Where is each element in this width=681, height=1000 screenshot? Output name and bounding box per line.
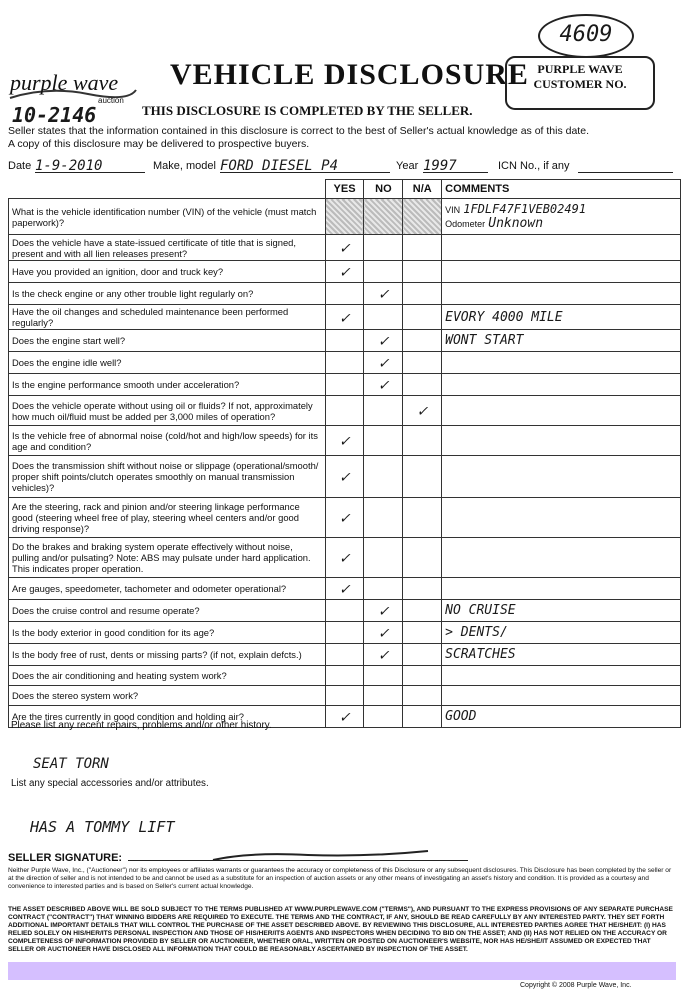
comment-cell[interactable] xyxy=(442,261,681,283)
no-checkbox-cell[interactable] xyxy=(364,622,403,644)
customer-box-label: PURPLE WAVE CUSTOMER NO. xyxy=(533,62,627,91)
question-text: Is the check engine or any other trouble light regularly on? xyxy=(9,283,326,305)
na-checkbox-cell[interactable] xyxy=(403,600,442,622)
na-checkbox-cell[interactable] xyxy=(403,622,442,644)
question-text: Does the engine start well? xyxy=(9,330,326,352)
no-checkbox-cell[interactable] xyxy=(364,374,403,396)
no-checkbox-cell[interactable] xyxy=(364,199,403,235)
no-checkbox-cell[interactable] xyxy=(364,330,403,352)
comment-cell[interactable] xyxy=(442,600,681,622)
yes-checkbox-cell[interactable] xyxy=(325,498,364,538)
table-row xyxy=(9,305,681,330)
yes-checkbox-cell[interactable] xyxy=(325,235,364,261)
na-header: N/A xyxy=(403,180,442,199)
logo-text: purple wave xyxy=(10,70,119,95)
table-row xyxy=(9,498,681,538)
yes-checkbox-cell[interactable] xyxy=(325,426,364,456)
yes-checkbox-cell[interactable] xyxy=(325,374,364,396)
check-mark-icon: ✓ xyxy=(339,467,350,486)
na-checkbox-cell[interactable] xyxy=(403,330,442,352)
na-checkbox-cell[interactable] xyxy=(403,538,442,578)
comments-header: COMMENTS xyxy=(442,180,681,199)
question-text: Does the engine idle well? xyxy=(9,352,326,374)
check-mark-icon: ✓ xyxy=(339,307,350,327)
table-row xyxy=(9,374,681,396)
signature-scribble-icon xyxy=(128,848,468,862)
check-mark-icon: ✓ xyxy=(339,579,350,598)
table-row xyxy=(9,330,681,352)
purple-wave-logo xyxy=(8,68,138,108)
check-mark-icon: ✓ xyxy=(339,262,350,281)
na-checkbox-cell[interactable] xyxy=(403,305,442,330)
comment-cell[interactable] xyxy=(442,305,681,330)
no-checkbox-cell[interactable] xyxy=(364,686,403,706)
vehicle-fields-line xyxy=(8,158,678,176)
comment-cell[interactable] xyxy=(442,396,681,426)
handwritten-lot-number: 10-2146 xyxy=(12,103,97,127)
na-checkbox-cell[interactable] xyxy=(403,666,442,686)
no-checkbox-cell[interactable] xyxy=(364,235,403,261)
comment-cell[interactable] xyxy=(442,199,681,235)
vin-label: VIN xyxy=(445,205,461,215)
na-checkbox-cell[interactable] xyxy=(403,578,442,600)
no-checkbox-cell[interactable] xyxy=(364,283,403,305)
table-row xyxy=(9,622,681,644)
check-mark-icon: ✓ xyxy=(378,353,389,372)
accessories-value[interactable]: HAS A TOMMY LIFT xyxy=(30,818,175,836)
comment-cell[interactable] xyxy=(442,352,681,374)
no-header: NO xyxy=(364,180,403,199)
date-field[interactable] xyxy=(35,158,145,173)
question-text: Does the transmission shift without noise or slippage (operational/smooth/ proper shift points/clutch operates smoothly on manual transmission vehicles)? xyxy=(9,456,326,498)
question-text: Are gauges, speedometer, tachometer and odometer operational? xyxy=(9,578,326,600)
intro-text xyxy=(8,125,676,151)
table-row xyxy=(9,666,681,686)
signature-section xyxy=(8,848,678,866)
check-mark-icon: ✓ xyxy=(339,238,350,257)
table-row xyxy=(9,283,681,305)
intro-line-2: A copy of this disclosure may be delivered to prospective buyers. xyxy=(8,138,310,150)
year-value: 1997 xyxy=(423,158,457,174)
na-checkbox-cell[interactable] xyxy=(403,374,442,396)
na-checkbox-cell[interactable] xyxy=(403,686,442,706)
customer-number-box[interactable] xyxy=(505,56,655,110)
table-row xyxy=(9,352,681,374)
yes-header: YES xyxy=(325,180,364,199)
make-value: FORD DIESEL P4 xyxy=(220,158,339,174)
table-row xyxy=(9,456,681,498)
no-checkbox-cell[interactable] xyxy=(364,666,403,686)
check-mark-icon: ✓ xyxy=(378,331,389,350)
icn-field[interactable] xyxy=(578,158,673,173)
check-mark-icon: ✓ xyxy=(339,431,350,450)
question-text: Does the vehicle have a state-issued certificate of title that is signed, present and with all lien releases present? xyxy=(9,235,326,261)
check-mark-icon: ✓ xyxy=(378,623,389,642)
na-checkbox-cell[interactable] xyxy=(403,283,442,305)
vin-line xyxy=(445,202,677,216)
check-mark-icon: ✓ xyxy=(378,645,389,664)
question-text: Is the body exterior in good condition for its age? xyxy=(9,622,326,644)
yes-checkbox-cell[interactable] xyxy=(325,538,364,578)
copyright: Copyright © 2008 Purple Wave, Inc. xyxy=(520,982,632,989)
comment-cell[interactable] xyxy=(442,686,681,706)
question-text: Are the tires currently in good condition and holding air? xyxy=(9,706,326,728)
na-checkbox-cell[interactable] xyxy=(403,199,442,235)
comment-cell[interactable] xyxy=(442,498,681,538)
yes-checkbox-cell[interactable] xyxy=(325,644,364,666)
table-row xyxy=(9,235,681,261)
question-text: Does the cruise control and resume operate? xyxy=(9,600,326,622)
vin-value: 1FDLF47F1VEB02491 xyxy=(463,202,587,216)
question-text: Have you provided an ignition, door and truck key? xyxy=(9,261,326,283)
page-subtitle: THIS DISCLOSURE IS COMPLETED BY THE SELLER. xyxy=(142,103,473,118)
odometer-label: Odometer xyxy=(445,219,486,229)
na-checkbox-cell[interactable] xyxy=(403,644,442,666)
no-checkbox-cell[interactable] xyxy=(364,305,403,330)
check-mark-icon: ✓ xyxy=(378,284,389,303)
comment-cell[interactable] xyxy=(442,374,681,396)
yes-checkbox-cell[interactable] xyxy=(325,261,364,283)
make-label: Make, model xyxy=(153,160,216,172)
signature-label: SELLER SIGNATURE: xyxy=(8,852,123,864)
question-text: What is the vehicle identification number (VIN) of the vehicle (must match paperwork)? xyxy=(9,199,326,235)
page-title: VEHICLE DISCLOSURE xyxy=(170,58,529,91)
comment-cell[interactable] xyxy=(442,235,681,261)
no-checkbox-cell[interactable] xyxy=(364,261,403,283)
check-mark-icon: ✓ xyxy=(339,707,350,726)
table-row xyxy=(9,600,681,622)
question-text: Is the engine performance smooth under acceleration? xyxy=(9,374,326,396)
no-checkbox-cell[interactable] xyxy=(364,498,403,538)
no-checkbox-cell[interactable] xyxy=(364,352,403,374)
make-field[interactable] xyxy=(220,158,390,173)
repairs-section xyxy=(8,720,676,782)
yes-checkbox-cell[interactable] xyxy=(325,600,364,622)
table-row xyxy=(9,426,681,456)
na-checkbox-cell[interactable] xyxy=(403,498,442,538)
odometer-line xyxy=(445,216,677,231)
repairs-value[interactable]: SEAT TORN xyxy=(33,756,109,772)
question-text: Does the vehicle operate without using oil or fluids? If not, approximately how much oil/fluid must be added per 3,000 miles of operation? xyxy=(9,396,326,426)
question-text: Do the brakes and braking system operate effectively without noise, pulling and/or pulsating? Note: ABS may pulsate under hard application. This indicates proper operation. xyxy=(9,538,326,578)
check-mark-icon: ✓ xyxy=(339,548,350,567)
yes-checkbox-cell[interactable] xyxy=(325,396,364,426)
comment-cell[interactable] xyxy=(442,538,681,578)
accessories-section xyxy=(8,778,676,840)
yes-checkbox-cell[interactable] xyxy=(325,456,364,498)
disclosure-table xyxy=(8,179,681,728)
date-value: 1-9-2010 xyxy=(35,158,103,174)
comment-text: GOOD xyxy=(445,709,477,724)
check-mark-icon: ✓ xyxy=(378,375,389,394)
table-row xyxy=(9,261,681,283)
table-header-row xyxy=(9,180,681,199)
na-checkbox-cell[interactable] xyxy=(403,426,442,456)
no-checkbox-cell[interactable] xyxy=(364,456,403,498)
comment-cell[interactable] xyxy=(442,426,681,456)
comment-cell[interactable] xyxy=(442,666,681,686)
comment-text: SCRATCHES xyxy=(445,647,516,662)
icn-label: ICN No., if any xyxy=(498,160,570,172)
year-field[interactable] xyxy=(423,158,488,173)
yes-checkbox-cell[interactable] xyxy=(325,666,364,686)
comment-cell[interactable] xyxy=(442,283,681,305)
na-checkbox-cell[interactable] xyxy=(403,235,442,261)
yes-checkbox-cell[interactable] xyxy=(325,578,364,600)
comment-text: > DENTS/ xyxy=(445,625,508,640)
question-text: Have the oil changes and scheduled maintenance been performed regularly? xyxy=(9,305,326,330)
yes-checkbox-cell[interactable] xyxy=(325,352,364,374)
yes-checkbox-cell[interactable] xyxy=(325,199,364,235)
check-mark-icon: ✓ xyxy=(417,401,428,420)
na-checkbox-cell[interactable] xyxy=(403,396,442,426)
repairs-label: Please list any recent repairs, problems and/or other history. xyxy=(11,720,272,731)
yes-checkbox-cell[interactable] xyxy=(325,283,364,305)
na-checkbox-cell[interactable] xyxy=(403,261,442,283)
comment-text: NO CRUISE xyxy=(445,603,516,618)
comment-cell[interactable] xyxy=(442,330,681,352)
date-label: Date xyxy=(8,160,32,172)
intro-line-1: Seller states that the information contained in this disclosure is correct to the best of Seller's actual knowledge as of this date. xyxy=(8,125,589,137)
comment-text: EVORY 4000 MILE xyxy=(445,309,563,325)
odometer-value: Unknown xyxy=(488,216,544,231)
yes-checkbox-cell[interactable] xyxy=(325,686,364,706)
question-text: Does the air conditioning and heating system work? xyxy=(9,666,326,686)
comment-cell[interactable] xyxy=(442,578,681,600)
comment-cell[interactable] xyxy=(442,456,681,498)
yes-checkbox-cell[interactable] xyxy=(325,305,364,330)
no-checkbox-cell[interactable] xyxy=(364,538,403,578)
comment-cell[interactable] xyxy=(442,644,681,666)
yes-checkbox-cell[interactable] xyxy=(325,622,364,644)
no-checkbox-cell[interactable] xyxy=(364,644,403,666)
check-mark-icon: ✓ xyxy=(378,601,389,620)
table-row xyxy=(9,644,681,666)
no-checkbox-cell[interactable] xyxy=(364,578,403,600)
comment-text: WONT START xyxy=(445,333,524,348)
check-mark-icon: ✓ xyxy=(339,508,350,527)
no-checkbox-cell[interactable] xyxy=(364,396,403,426)
signature-field[interactable] xyxy=(128,860,468,861)
question-text: Is the vehicle free of abnormal noise (cold/hot and high/low speeds) for its age and condition? xyxy=(9,426,326,456)
question-text: Is the body free of rust, dents or missing parts? (if not, explain defcts.) xyxy=(9,644,326,666)
legal-disclaimer-2: THE ASSET DESCRIBED ABOVE WILL BE SOLD SUBJECT TO THE TERMS PUBLISHED AT WWW.PURPLEWAVE.COM ("TERMS"), AND PURSUANT TO THE EXPRESS PROVISIONS OF ANY SEPARATE PURCHASE CONTRACT ("CONTRACT") THAT WINNING BIDDERS ARE REQUIRED TO EXECUTE. THE TERMS AND THE CONTRACT, IF ANY, SHOULD BE READ CAREFULLY BY ANY INTERESTED PARTY. THEY SET FORTH ADDITIONAL IMPORTANT DETAILS THAT WILL CONTROL THE PURCHASE OF THE ASSET DESCRIBED ABOVE. BY REVIEWING THIS DISCLOSURE, ALL INTERESTED PARTIES AGREE THAT HE/SHE/IT: (I) HAS RELIED SOLELY ON HIS/HER/ITS PERSONAL INSPECTION AND THOSE OF HIS/HER/ITS AGENTS AND INSPECTORS WHEN DECIDING TO BID ON THE ASSET; AND (II) HAS NOT RELIED ON THE ACCURACY OR COMPLETENESS OF INFORMATION PROVIDED BY SELLER OR AUCTIONEER, WHETHER ORAL, WRITTEN OR POSTED ON AUCTIONEER'S WEBSITE, NOR HAS HE/SHE/IT ASSUMED OR EXPECTED THAT SELLER OR AUCTIONEER HAVE DISCLOSED ALL INFORMATION THAT COULD BE REASONABLY ASCERTAINED BY INSPECTION OF THE ASSET. xyxy=(8,906,673,953)
na-checkbox-cell[interactable] xyxy=(403,352,442,374)
na-checkbox-cell[interactable] xyxy=(403,456,442,498)
legal-disclaimer-1: Neither Purple Wave, Inc., ("Auctioneer") nor its employees or affiliates warrants or guarantees the accuracy or completeness of this Disclosure or any subsequent disclosures. This Disclosure has been completed by the seller or at the direction of seller and is not intended to be and cannot be used as a substitute for an inspection of auction assets or any other means of investigating an asset's history and condition. It is provided as a courtesy and convenience to interested parties and is based on Seller's current actual knowledge. xyxy=(8,867,672,890)
table-row xyxy=(9,538,681,578)
blank-header xyxy=(9,180,326,199)
no-checkbox-cell[interactable] xyxy=(364,600,403,622)
legal-highlight-band xyxy=(8,962,676,980)
table-row xyxy=(9,396,681,426)
handwritten-customer-number: 4609 xyxy=(538,14,634,58)
accessories-label: List any special accessories and/or attributes. xyxy=(11,778,209,789)
table-row xyxy=(9,578,681,600)
question-text: Are the steering, rack and pinion and/or steering linkage performance good (steering wheel free of play, steering wheel centers and/or good driving response)? xyxy=(9,498,326,538)
no-checkbox-cell[interactable] xyxy=(364,426,403,456)
yes-checkbox-cell[interactable] xyxy=(325,330,364,352)
comment-cell[interactable] xyxy=(442,622,681,644)
table-row xyxy=(9,686,681,706)
question-text: Does the stereo system work? xyxy=(9,686,326,706)
logo-sub: auction xyxy=(98,96,124,105)
year-label: Year xyxy=(396,160,419,172)
table-row xyxy=(9,199,681,235)
